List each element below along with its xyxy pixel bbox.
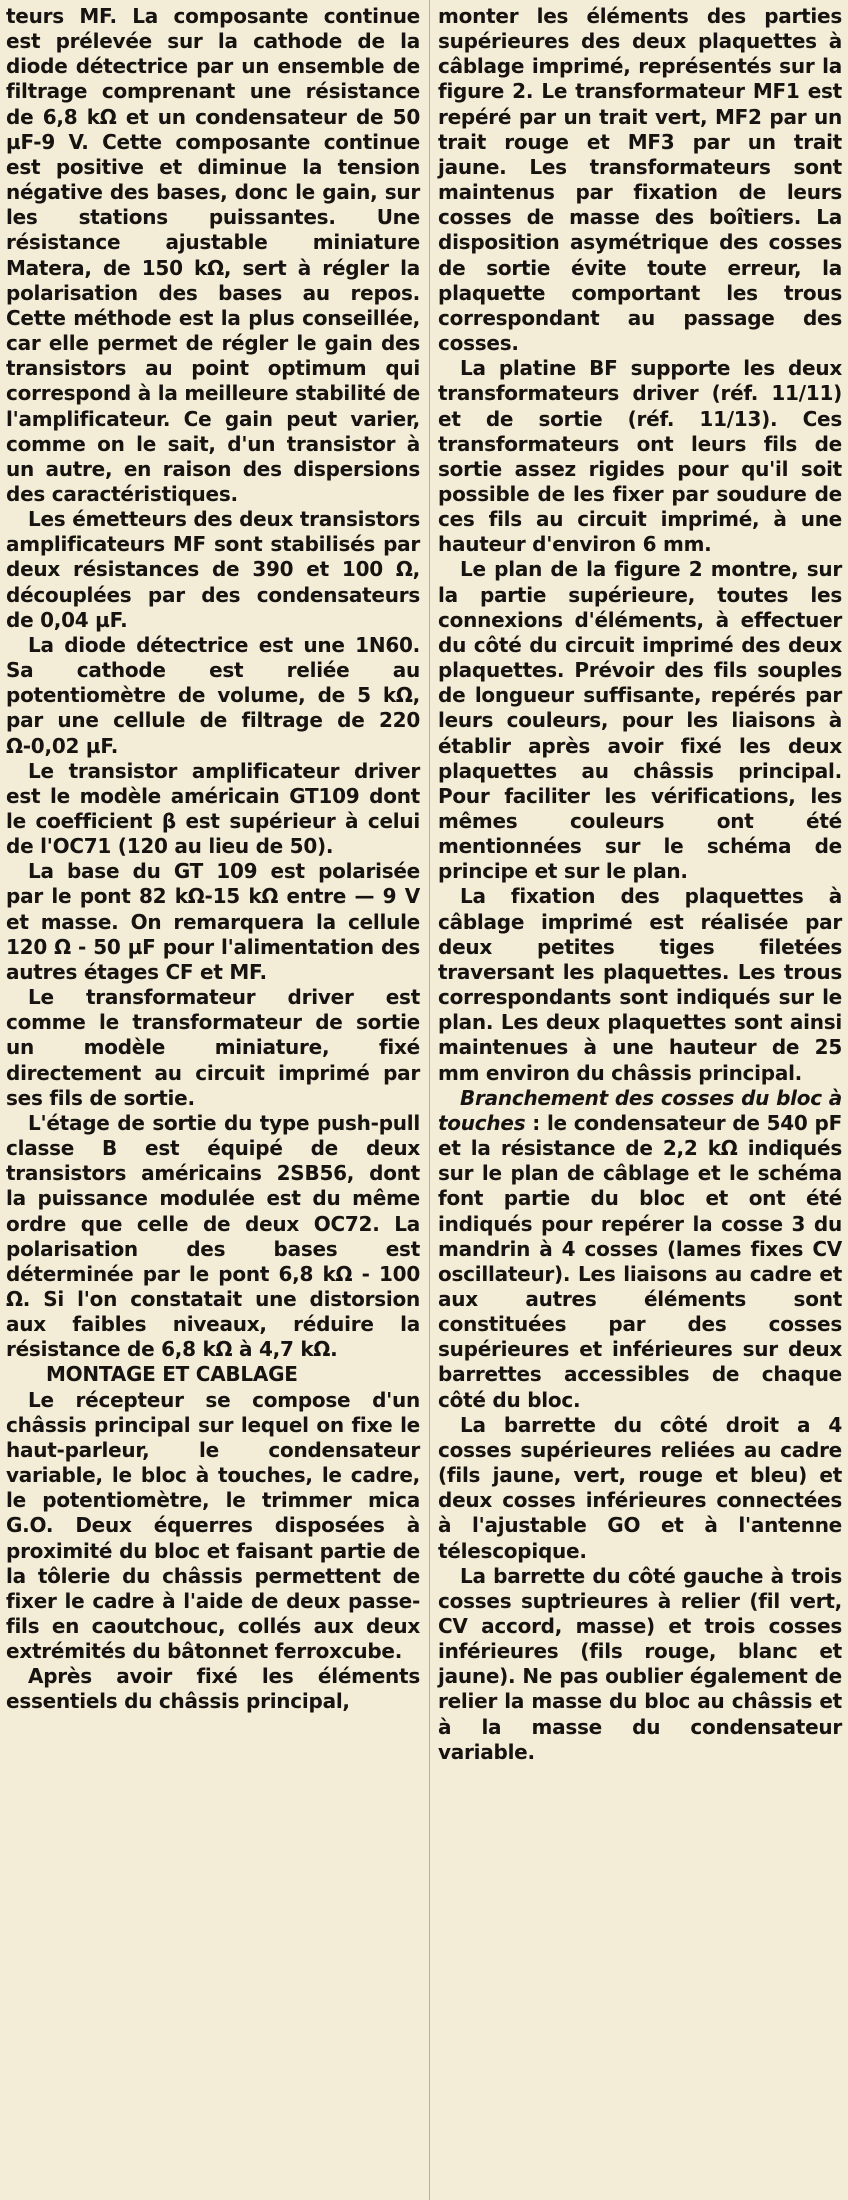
paragraph: [438, 1086, 842, 1413]
paragraph: La fixation des plaquettes à câblage imprimé est réalisée par deux petites tiges filetées traversant les plaquettes. Les trous correspondants sont indiqués sur le plan. Les deux plaquettes sont ainsi maintenues à une hauteur de 25 mm environ du châssis principal.: [438, 884, 842, 1085]
paragraph: La barrette du côté gauche à trois cosses suptrieures à relier (fil vert, CV accord, masse) et trois cosses inférieures (fils rouge, blanc et jaune). Ne pas oublier également de relier la masse du bloc au châssis et à la masse du condensateur variable.: [438, 1563, 842, 1764]
paragraph: La base du GT 109 est polarisée par le pont 82 kΩ-15 kΩ entre — 9 V et masse. On remarquera la cellule 120 Ω - 50 µF pour l'alimentation des autres étages CF et MF.: [6, 859, 420, 984]
paragraph: Le plan de la figure 2 montre, sur la partie supérieure, toutes les connexions d'éléments, à effectuer du côté du circuit imprimé des deux plaquettes. Prévoir des fils souples de longueur suffisante, repérés par leurs couleurs, pour les liaisons à établir après avoir fixé les deux plaquettes au châssis principal. Pour faciliter les vérifications, les mêmes couleurs ont été mentionnées sur le schéma de principe et sur le plan.: [438, 557, 842, 884]
paragraph-text: : le condensateur de 540 pF et la résistance de 2,2 kΩ indiqués sur le plan de câblage et le schéma font partie du bloc et ont été indiqués pour repérer la cosse 3 du mandrin à 4 cosses (lames fixes CV oscillateur). Les liaisons au cadre et aux autres éléments sont constituées par des cosses supérieures et inférieures sur deux barrettes accessibles de chaque côté du bloc.: [438, 1110, 842, 1412]
paragraph: Après avoir fixé les éléments essentiels du châssis principal,: [6, 1664, 420, 1714]
section-heading: MONTAGE ET CABLAGE: [46, 1362, 298, 1387]
paragraph: Le transformateur driver est comme le transformateur de sortie un modèle miniature, fixé directement au circuit imprimé par ses fils de sortie.: [6, 985, 420, 1110]
subheading-italic: Branchement des cosses du bloc à touches: [438, 1085, 842, 1135]
paragraph: teurs MF. La composante continue est prélevée sur la cathode de la diode détectrice par un ensemble de filtrage comprenant une résistance de 6,8 kΩ et un condensateur de 50 µF-9 V. Cette composante continue est positive et diminue la tension négative des bases, donc le gain, sur les stations puissantes. Une résistance ajustable miniature Matera, de 150 kΩ, sert à régler la polarisation des bases au repos. Cette méthode est la plus conseillée, car elle permet de régler le gain des transistors au point optimum qui correspond à la meilleure stabilité de l'amplificateur. Ce gain peut varier, comme on le sait, d'un transistor à un autre, en raison des dispersions des caractéristiques.: [6, 4, 420, 506]
paragraph: Les émetteurs des deux transistors amplificateurs MF sont stabilisés par deux résistances de 390 et 100 Ω, découplées par des condensateurs de 0,04 µF.: [6, 507, 420, 632]
left-column: [6, 4, 420, 2196]
paragraph: monter les éléments des parties supérieures des deux plaquettes à câblage imprimé, représentés sur la figure 2. Le transformateur MF1 est repéré par un trait vert, MF2 par un trait rouge et MF3 par un trait jaune. Les transformateurs sont maintenus par fixation de leurs cosses de masse des boîtiers. La disposition asymétrique des cosses de sortie évite toute erreur, la plaquette comportant les trous correspondant au passage des cosses.: [438, 4, 842, 356]
paragraph: La barrette du côté droit a 4 cosses supérieures reliées au cadre (fils jaune, vert, rouge et bleu) et deux cosses inférieures connectées à l'ajustable GO et à l'antenne télescopique.: [438, 1412, 842, 1563]
paragraph: L'étage de sortie du type push-pull classe B est équipé de deux transistors américains 2SB56, dont la puissance modulée est du même ordre que celle de deux OC72. La polarisation des bases est déterminée par le pont 6,8 kΩ - 100 Ω. Si l'on constatait une distorsion aux faibles niveaux, réduire la résistance de 6,8 kΩ à 4,7 kΩ.: [6, 1110, 420, 1362]
paragraph: Le transistor amplificateur driver est le modèle américain GT109 dont le coefficient β est supérieur à celui de l'OC71 (120 au lieu de 50).: [6, 758, 420, 859]
paragraph: Le récepteur se compose d'un châssis principal sur lequel on fixe le haut-parleur, le condensateur variable, le bloc à touches, le cadre, le potentiomètre, le trimmer mica G.O. Deux équerres disposées à proximité du bloc et faisant partie de la tôlerie du châssis permettent de fixer le cadre à l'aide de deux passe-fils en caoutchouc, collés aux deux extrémités du bâtonnet ferroxcube.: [6, 1387, 420, 1664]
right-column: [438, 4, 842, 2196]
paragraph: La diode détectrice est une 1N60. Sa cathode est reliée au potentiomètre de volume, de 5 kΩ, par une cellule de filtrage de 220 Ω-0,02 µF.: [6, 632, 420, 758]
column-divider: [429, 0, 430, 2200]
paragraph: La platine BF supporte les deux transformateurs driver (réf. 11/11) et de sortie (réf. 11/13). Ces transformateurs ont leurs fils de sortie assez rigides pour qu'il soit possible de les fixer par soudure de ces fils au circuit imprimé, à une hauteur d'environ 6 mm.: [438, 356, 842, 557]
